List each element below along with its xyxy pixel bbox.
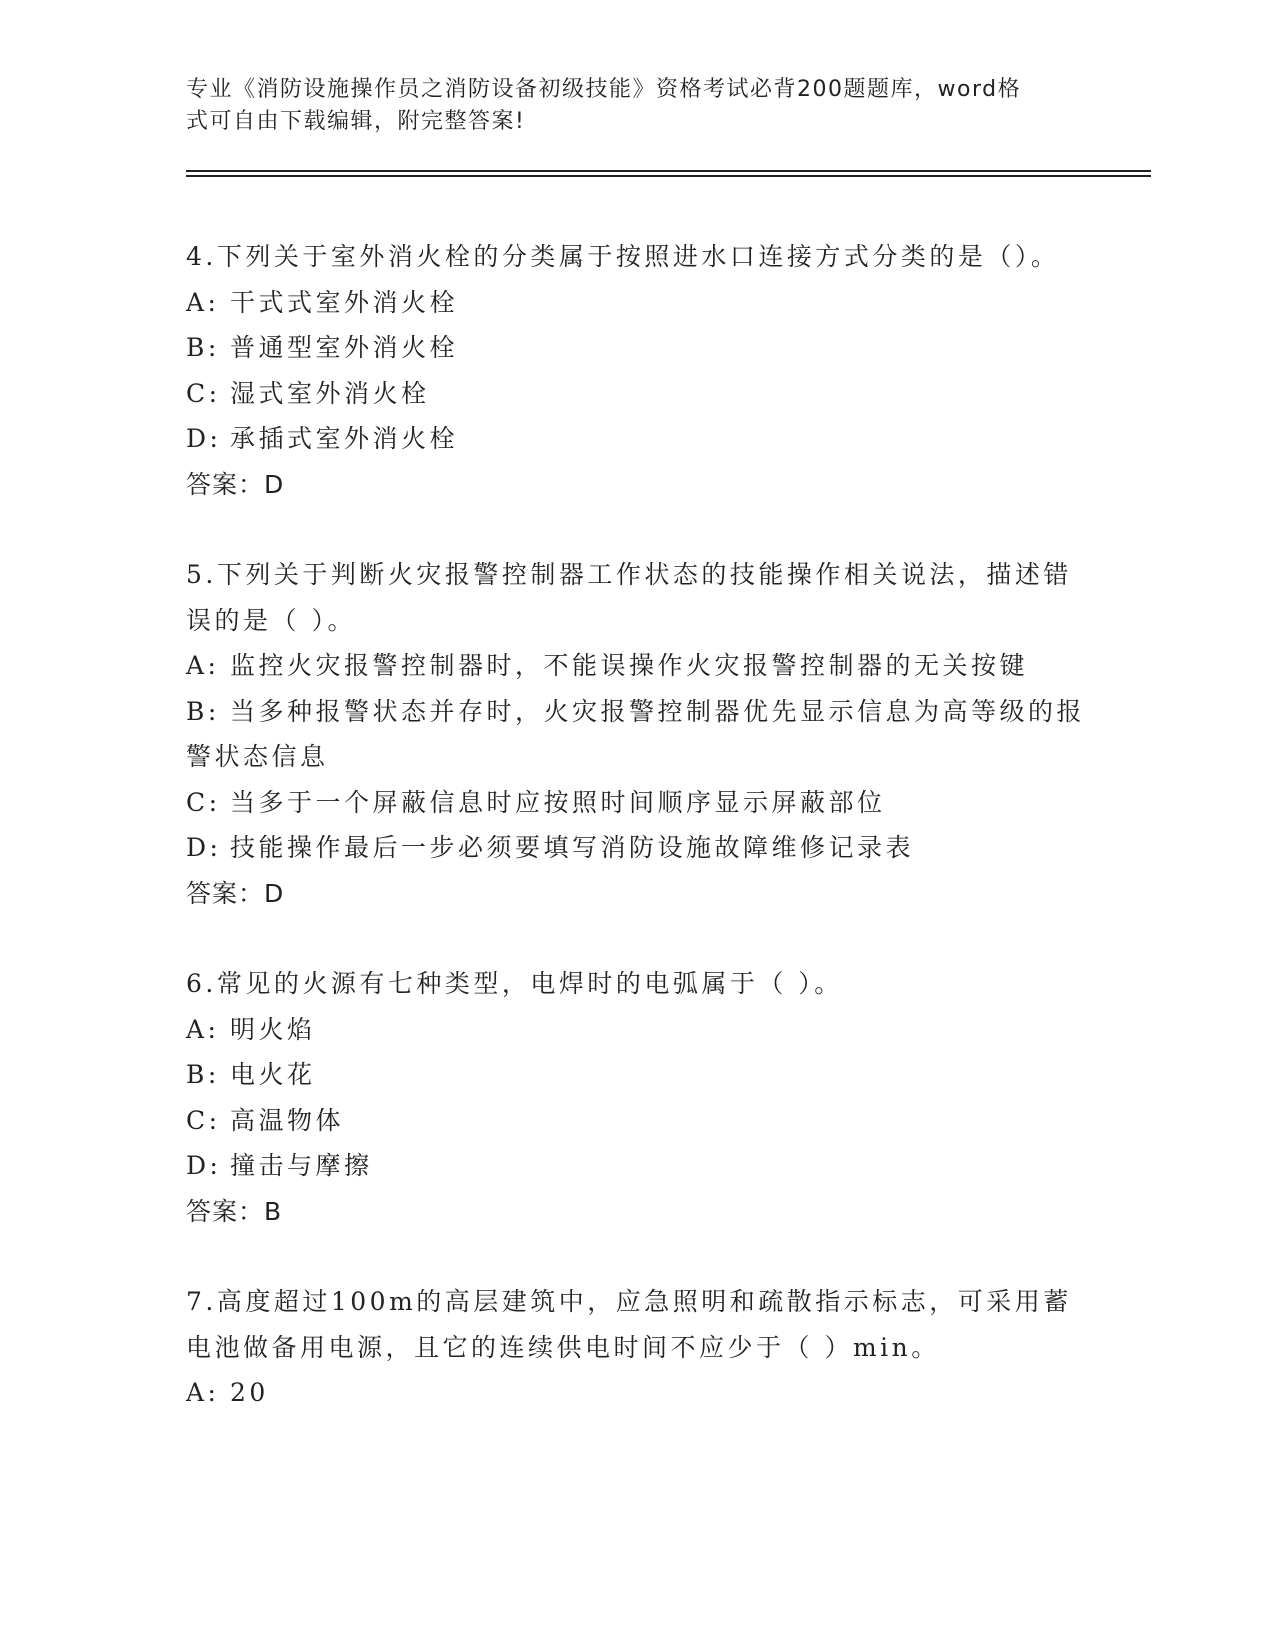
- option-text: 湿式室外消火栓: [230, 378, 430, 408]
- option-letter: C:: [186, 787, 221, 817]
- option-d: [186, 1143, 1086, 1189]
- answer-line: 答案：B: [186, 1196, 283, 1226]
- option-text: 技能操作最后一步必须要填写消防设施故障维修记录表: [230, 833, 915, 862]
- option-text: 承插式室外消火栓: [230, 424, 459, 453]
- option-b: [186, 325, 1086, 371]
- option-letter: B:: [186, 333, 220, 362]
- option-b: [186, 689, 1086, 780]
- option-a: [186, 280, 1086, 326]
- option-letter: C:: [186, 378, 221, 408]
- answer-line: 答案：D: [186, 878, 285, 908]
- option-letter: C:: [186, 1105, 221, 1135]
- question-4: [186, 234, 1086, 507]
- option-text: 20: [230, 1378, 269, 1407]
- option-text: 干式式室外消火栓: [230, 287, 459, 317]
- option-letter: D:: [186, 1151, 222, 1180]
- option-text: 明火焰: [230, 1014, 316, 1044]
- question-6: [186, 961, 1086, 1234]
- question-5: [186, 552, 1086, 916]
- question-stem: 6.常见的火源有七种类型，电焊时的电弧属于（ ）。: [186, 969, 843, 998]
- document-header: [186, 74, 1066, 138]
- question-list: [186, 234, 1086, 1461]
- answer-line: 答案：D: [186, 469, 285, 499]
- option-c: [186, 1098, 1086, 1144]
- option-a: [186, 1370, 1086, 1416]
- option-letter: D:: [186, 833, 222, 862]
- option-text: 高温物体: [230, 1105, 345, 1135]
- option-letter: B:: [186, 1060, 220, 1089]
- option-letter: A:: [186, 651, 220, 680]
- question-stem: 7.高度超过100m的高层建筑中，应急照明和疏散指示标志，可采用蓄电池做备用电源，且它的连续供电时间不应少于（ ）min。: [186, 1287, 1072, 1362]
- header-line-1: 专业《消防设施操作员之消防设备初级技能》资格考试必背200题题库，word格: [186, 77, 1022, 102]
- option-d: [186, 825, 1086, 871]
- option-a: [186, 643, 1086, 689]
- option-text: 当多种报警状态并存时，火灾报警控制器优先显示信息为高等级的报警状态信息: [186, 696, 1086, 771]
- option-b: [186, 1052, 1086, 1098]
- question-stem: 4.下列关于室外消火栓的分类属于按照进水口连接方式分类的是（）。: [186, 242, 1060, 271]
- header-divider-top: [186, 170, 1151, 172]
- question-7: [186, 1279, 1086, 1416]
- option-text: 撞击与摩擦: [230, 1151, 373, 1180]
- option-letter: A:: [186, 287, 220, 317]
- header-divider-bottom: [186, 175, 1151, 177]
- option-letter: A:: [186, 1014, 220, 1044]
- header-line-2: 式可自由下载编辑，附完整答案!: [186, 109, 526, 134]
- option-text: 电火花: [230, 1060, 316, 1089]
- option-letter: B:: [186, 696, 220, 726]
- option-d: [186, 416, 1086, 462]
- option-letter: D:: [186, 424, 222, 453]
- option-c: [186, 371, 1086, 417]
- option-text: 当多于一个屏蔽信息时应按照时间顺序显示屏蔽部位: [230, 787, 886, 817]
- option-a: [186, 1007, 1086, 1053]
- option-text: 普通型室外消火栓: [230, 333, 459, 362]
- question-stem: 5.下列关于判断火灾报警控制器工作状态的技能操作相关说法，描述错误的是（ ）。: [186, 560, 1072, 635]
- option-c: [186, 780, 1086, 826]
- option-letter: A:: [186, 1378, 220, 1407]
- option-text: 监控火灾报警控制器时，不能误操作火灾报警控制器的无关按键: [230, 651, 1029, 680]
